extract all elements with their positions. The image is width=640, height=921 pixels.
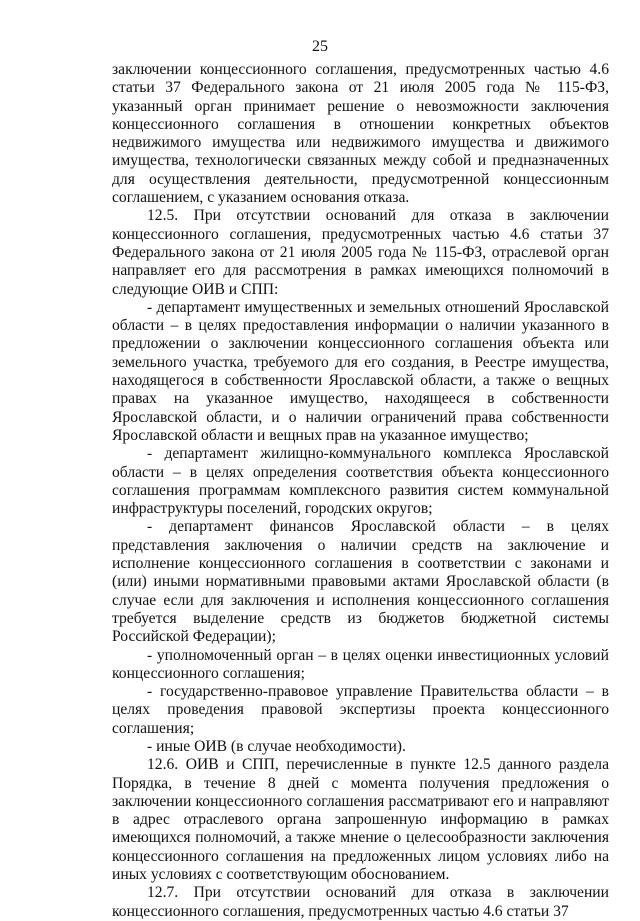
paragraph-12-5: 12.5. При отсутствии оснований для отказа в заключении концессионного соглашения, предусмотренных частью 4.6 статьи 37 Федерального закона от 21 июля 2005 года № 115-ФЗ, отраслевой орган направляет его для рассмотрения в рамках имеющихся полномочий в следующие ОИВ и СПП: [112,207,609,298]
page-number: 25 [312,38,328,55]
list-item-housing-department: - департамент жилищно-коммунального комплекса Ярославской области – в целях определения соответствия объекта концессионного соглашения программам комплексного развития систем коммунальной инфраструктуры поселений, городских округов; [112,445,609,518]
paragraph-12-6: 12.6. ОИВ и СПП, перечисленные в пункте 12.5 данного раздела Порядка, в течение 8 дней с момента получения предложения о заключении концессионного соглашения рассматривают его и направляют в адрес отраслевого органа запрошенную информацию в рамках имеющихся полномочий, а также мнение о целесообразности заключения концессионного соглашения на предложенных лицом условиях либо на иных условиях с соответствующим обоснованием. [112,756,609,884]
paragraph-continuation: заключении концессионного соглашения, предусмотренных частью 4.6 статьи 37 Федерального закона от 21 июля 2005 года № 115-ФЗ, указанный орган принимает решение о невозможности заключения концессионного соглашения в отношении конкретных объектов недвижимого имущества или недвижимого имущества и движимого имущества, технологически связанных между собой и предназначенных для осуществления деятельности, предусмотренной концессионным соглашением, с указанием основания отказа. [112,61,609,207]
list-item-other-bodies: - иные ОИВ (в случае необходимости). [147,737,406,755]
list-item-finance-department: - департамент финансов Ярославской области – в целях представления заключения о наличии средств на заключение и исполнение концессионного соглашения в соответствии с законами и (или) иными нормативными правовыми актами Ярославской области (в случае если для заключения и исполнения концессионного соглашения требуется выделение средств из бюджетов бюджетной системы Российской Федерации); [112,518,609,646]
document-body [112,61,609,921]
list-item-legal-department: - государственно-правовое управление Правительства области – в целях проведения правовой экспертизы проекта концессионного соглашения; [112,683,609,737]
list-item-property-department: - департамент имущественных и земельных отношений Ярославской области – в целях предоставления информации о наличии указанного в предложении о заключении концессионного соглашения объекта или земельного участка, требуемого для его создания, в Реестре имущества, находящегося в собственности Ярославской области, а также о вещных правах на указанное имущество, находящееся в собственности Ярославской области, и о наличии ограничений права собственности Ярославской области и вещных прав на указанное имущество; [112,298,609,444]
list-item-authorized-body: - уполномоченный орган – в целях оценки инвестиционных условий концессионного соглашения; [112,646,609,682]
paragraph-12-7: 12.7. При отсутствии оснований для отказа в заключении концессионного соглашения, предусмотренных частью 4.6 статьи 37 [112,884,609,920]
